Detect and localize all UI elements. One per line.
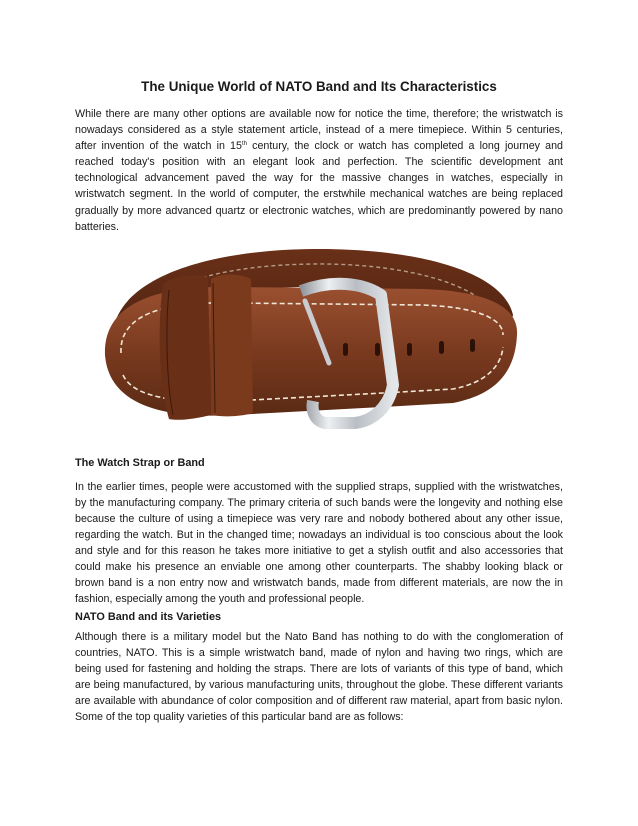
intro-paragraph: [75, 106, 563, 235]
intro-text-2: century, the clock or watch has completed a long journey and reached today's position with an elegant look and perfection. The scientific development ant technological advancement paved the way for the massive changes in watches, especially in wristwatch segment. In the world of computer, the erstwhile mechanical watches are being replaced gradually by more advanced quartz or electronic watches, which are predominantly powered by nano batteries.: [75, 140, 563, 233]
section-body-watch-strap: In the earlier times, people were accustomed with the supplied straps, supplied with the wristwatches, by the manufacturing company. The primary criteria of such bands were the longevity and nothing else because the culture of using a timepiece was very rare and nobody bothered about any other issue, regarding the watch. But in the changed time; nowadays an individual is too conscious about the look and style and for this reason he takes more initiative to get a stylish outfit and also accessories that could make his presence an enviable one among other counterparts. The shabby looking black or brown band is a non entry now and wristwatch bands, made from different materials, are now the in fashion, especially among the youth and professional people.: [75, 480, 563, 606]
section-heading-nato-band: NATO Band and its Varieties: [75, 610, 222, 623]
section-heading-watch-strap: The Watch Strap or Band: [75, 456, 205, 469]
intro-text-1: While there are many other options are available now for notice the time, therefore; the wristwatch is nowadays considered as a style statement article, instead of a mere timepiece. Within 5 centuries, after invention of the watch in 15: [75, 108, 563, 153]
watch-strap-image: [75, 235, 563, 453]
watch-strap-photo-icon: [93, 235, 523, 453]
document-page: [75, 78, 563, 725]
intro-superscript: th: [241, 141, 247, 148]
document-title: The Unique World of NATO Band and Its Characteristics: [141, 79, 497, 94]
section-body-nato-band: Although there is a military model but the Nato Band has nothing to do with the conglomeration of countries, NATO. This is a simple wristwatch band, made of nylon and having two rings, which are being used for fastening and holding the straps. There are lots of variants of this type of band, which are being manufactured, by various manufacturing units, throughout the globe. These different variants are available with abundance of color composition and of different raw material, apart from basic nylon. Some of the top quality varieties of this particular band are as follows:: [75, 630, 563, 723]
